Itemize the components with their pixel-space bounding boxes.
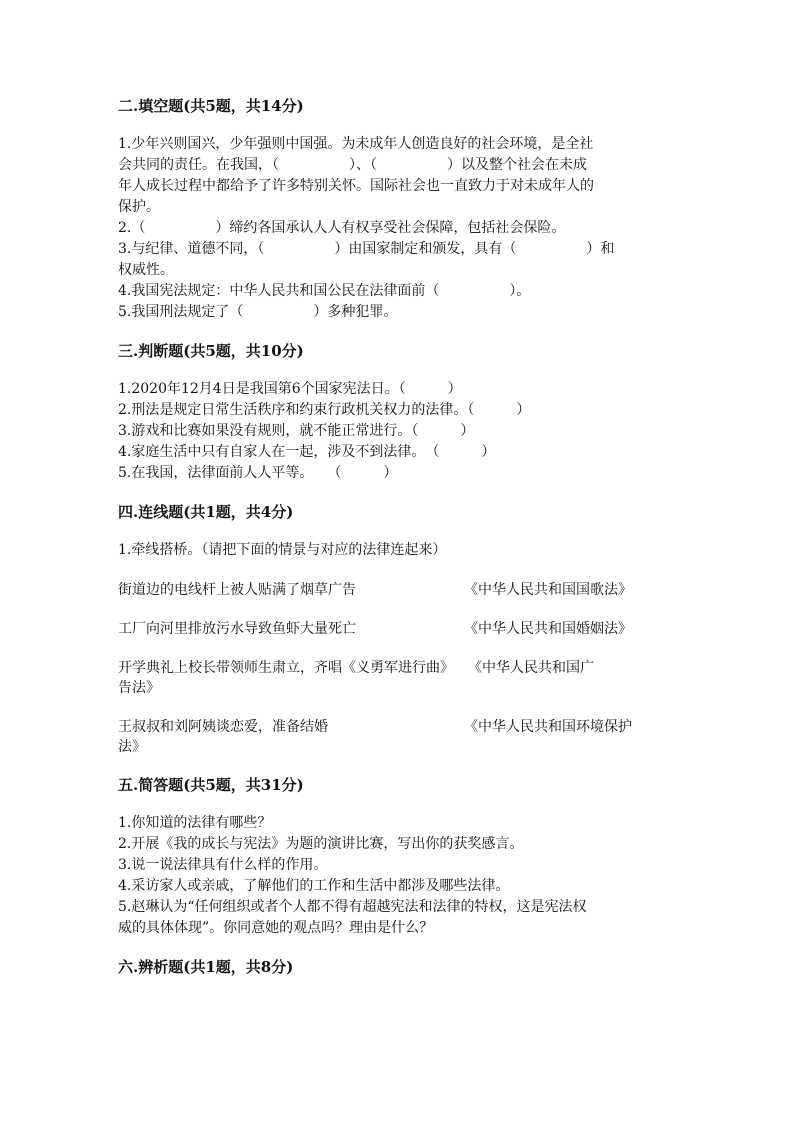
section-title-judge: 三.判断题(共5题，共10分)	[118, 342, 304, 360]
match-row	[118, 658, 678, 698]
match-row	[118, 619, 678, 639]
short-line: 4.采访家人或亲戚，了解他们的工作和生活中都涉及哪些法律。	[118, 878, 510, 894]
exam-content	[118, 96, 678, 977]
match-row	[118, 717, 678, 737]
match-law-continued: 法》	[118, 739, 146, 755]
section-title-match: 四.连线题(共1题，共4分)	[118, 503, 294, 521]
short-line: 5.赵琳认为“任何组织或者个人都不得有超越宪法和法律的特权，这是宪法权	[118, 899, 587, 915]
match-law: 《中华人民共和国环境保护	[464, 719, 632, 735]
fill-line: 会共同的责任。在我国，（ ）、（ ）以及整个社会在未成	[118, 157, 587, 173]
short-questions	[118, 813, 678, 939]
match-row	[118, 580, 678, 600]
judge-line: 5.在我国，法律面前人人平等。 （ ）	[118, 465, 398, 481]
judge-line: 4.家庭生活中只有自家人在一起，涉及不到法律。 （ ）	[118, 444, 496, 460]
match-scene: 工厂向河里排放污水导致鱼虾大量死亡	[118, 621, 356, 637]
fill-line: 5.我国刑法规定了（ ）多种犯罪。	[118, 304, 398, 320]
section-title-short: 五.简答题(共5题，共31分)	[118, 776, 304, 794]
section-title-analysis: 六.辨析题(共1题，共8分)	[118, 958, 294, 976]
short-line: 3.说一说法律具有什么样的作用。	[118, 857, 328, 873]
match-law: 《中华人民共和国国歌法》	[464, 582, 632, 598]
fill-line: 2.（ ）缔约各国承认人人有权享受社会保障，包括社会保险。	[118, 220, 566, 236]
match-scene: 王叔叔和刘阿姨谈恋爱，准备结婚	[118, 719, 328, 735]
fill-line: 年人成长过程中都给予了许多特别关怀。国际社会也一直致力于对未成年人的	[118, 178, 594, 194]
judge-line: 1.2020年12月4日是我国第6个国家宪法日。（ ）	[118, 381, 462, 397]
match-law: 《中华人民共和国婚姻法》	[464, 621, 632, 637]
fill-line: 4.我国宪法规定：中华人民共和国公民在法律面前（ ）。	[118, 283, 531, 299]
match-intro: 1.牵线搭桥。（请把下面的情景与对应的法律连起来）	[118, 542, 447, 558]
match-scene: 街道边的电线杆上被人贴满了烟草广告	[118, 582, 356, 598]
fill-questions	[118, 134, 678, 323]
fill-line: 权威性。	[118, 262, 174, 278]
fill-line: 3.与纪律、道德不同，（ ）由国家制定和颁发，具有（ ）和	[118, 241, 615, 257]
fill-line: 1.少年兴则国兴，少年强则中国强。为未成年人创造良好的社会环境，是全社	[118, 136, 594, 152]
judge-line: 3.游戏和比赛如果没有规则，就不能正常进行。（ ）	[118, 423, 475, 439]
section-title-fill: 二.填空题(共5题，共14分)	[118, 97, 304, 115]
fill-line: 保护。	[118, 199, 160, 215]
match-scene: 开学典礼上校长带领师生肃立，齐唱《义勇军进行曲》 《中华人民共和国广	[118, 660, 594, 676]
match-law-continued: 告法》	[118, 680, 160, 696]
judge-line: 2.刑法是规定日常生活秩序和约束行政机关权力的法律。（ ）	[118, 402, 531, 418]
short-line: 1.你知道的法律有哪些？	[118, 815, 272, 831]
short-line: 威的具体体现”。你同意她的观点吗？理由是什么？	[118, 920, 434, 936]
judge-questions	[118, 379, 678, 484]
short-line: 2.开展《我的成长与宪法》为题的演讲比赛，写出你的获奖感言。	[118, 836, 524, 852]
